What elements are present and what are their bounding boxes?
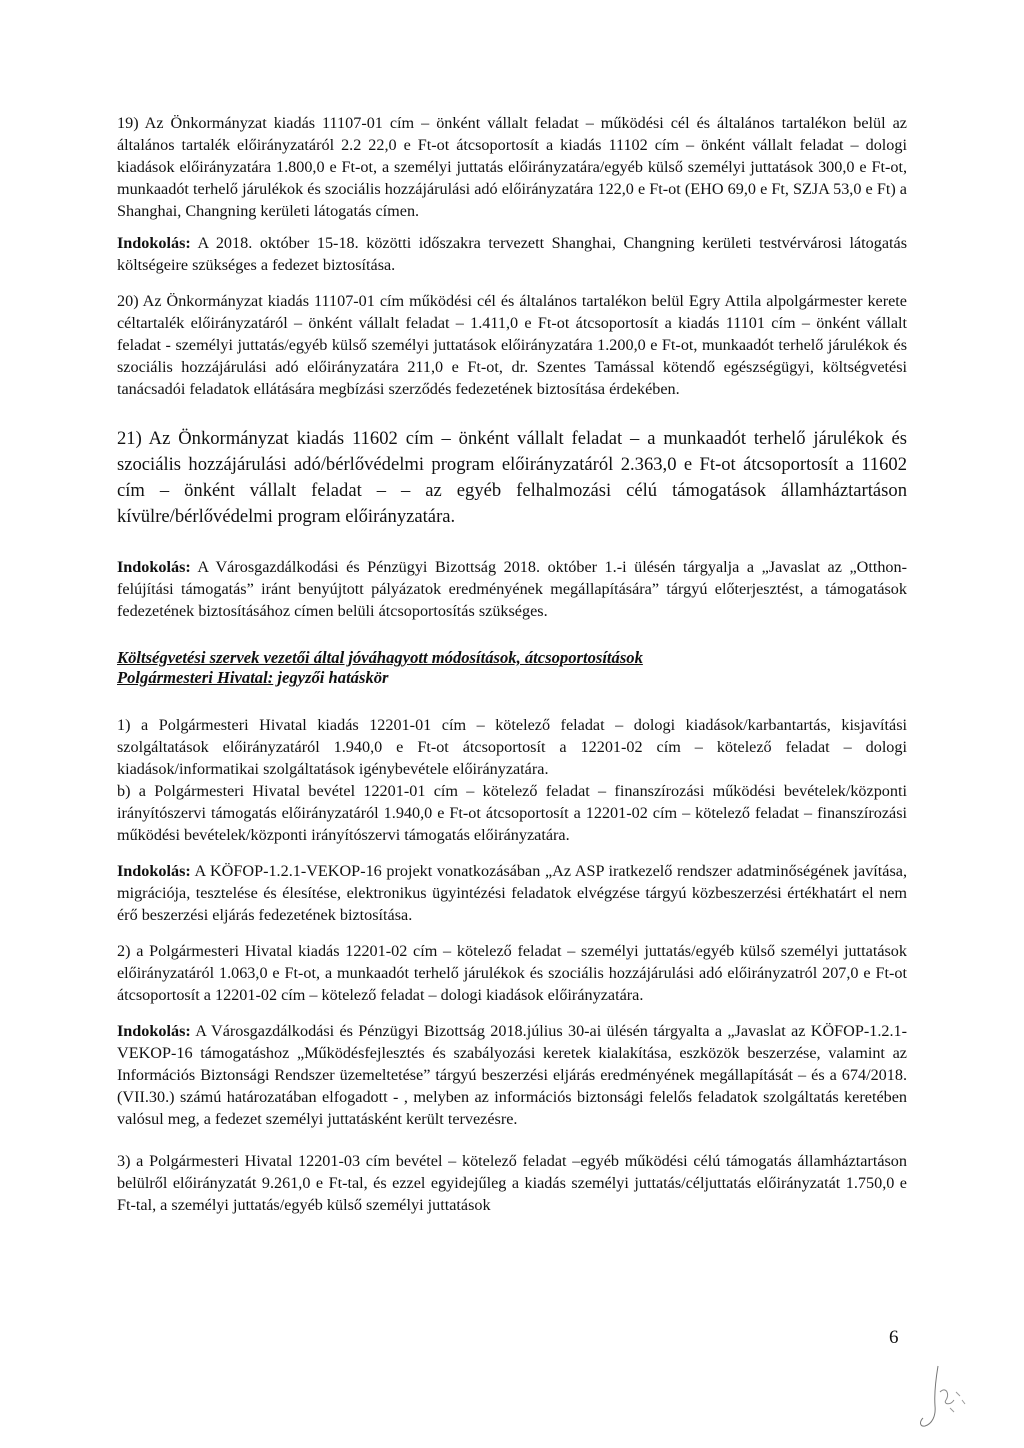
hivatal-item-1-justification <box>117 860 907 926</box>
item-21-paragraph: 21) Az Önkormányzat kiadás 11602 cím – önként vállalt feladat – a munkaadót terhelő járulékok és szociális hozzájárulási adó/bérlővédelmi program előirányzatáról 2.363,0 e Ft-ot átcsoportosít a 11602 cím – önként vállalt feladat – – az egyéb felhalmozási célú támogatások államháztartáson kívülre/bérlővédelmi program előirányzatára. <box>117 428 907 527</box>
page-number: 6 <box>889 1327 899 1348</box>
justification-label: Indokolás: <box>117 1022 191 1040</box>
item-19-paragraph: 19) Az Önkormányzat kiadás 11107-01 cím – önként vállalt feladat – működési cél és általános tartalékon belül az általános tartalék előirányzatáról 2.2 22,0 e Ft-ot átcsoportosít a kiadás 11102 cím – önként vállalt feladat – dologi kiadások előirányzatára 1.800,0 e Ft-ot, a személyi juttatás előirányzatára/egyéb külső személyi juttatások 300,0 e Ft-ot, munkaadót terhelő járulékok és szociális hozzájárulási adó előirányzatára 122,0 e Ft-ot (EHO 69,0 e Ft, SZJA 53,0 e Ft) a Shanghai, Changning kerületi látogatás címen. <box>117 114 907 220</box>
item-19-justification <box>117 232 907 276</box>
hivatal-item-1b: b) a Polgármesteri Hivatal bevétel 12201-01 cím – kötelező feladat – finanszírozási működési bevételek/központi irányítószervi támogatás előirányzatáról 1.940,0 e Ft-ot átcsoportosít a 12201-02 cím – kötelező feladat – finanszírozási működési bevételek/központi irányítószervi támogatás előirányzatára. <box>117 782 907 844</box>
item-21-justification <box>117 556 907 622</box>
document-body <box>117 112 907 1216</box>
section-heading-line-2 <box>117 668 907 688</box>
section-heading-line-1: Költségvetési szervek vezetői által jóváhagyott módosítások, átcsoportosítások <box>117 648 643 667</box>
justification-label: Indokolás: <box>117 558 191 576</box>
hivatal-item-2: 2) a Polgármesteri Hivatal kiadás 12201-02 cím – kötelező feladat – személyi juttatás/egyéb külső személyi juttatások előirányzatáról 1.063,0 e Ft-ot, a munkaadót terhelő járulékok és szociális hozzájárulási adó előirányzatról 207,0 e Ft-ot átcsoportosít a 12201-02 cím – kötelező feladat – dologi kiadások előirányzatára. <box>117 942 907 1004</box>
justification-text: A 2018. október 15-18. közötti időszakra tervezett Shanghai, Changning kerületi testvérvárosi látogatás költségeire szükséges a fedezet biztosítása. <box>117 234 907 274</box>
justification-text: A Városgazdálkodási és Pénzügyi Bizottság 2018. október 1.-i ülésén tárgyalja a „Javaslat az „Otthon-felújítási támogatás” iránt benyújtott pályázatok eredményének megállapítására” tárgyú előterjesztést, a támogatások fedezetének biztosításához címen belüli átcsoportosítás szükséges. <box>117 558 907 620</box>
signature-mark <box>910 1362 980 1432</box>
hivatal-item-1a: 1) a Polgármesteri Hivatal kiadás 12201-01 cím – kötelező feladat – dologi kiadások/karbantartás, kisjavítási szolgáltatások előirányzatáról 1.940,0 e Ft-ot átcsoportosít a 12201-02 cím – kötelező feladat – dologi kiadások/informatikai szolgáltatások igénybevétele előirányzatára. <box>117 716 907 778</box>
section-heading-office: Polgármesteri Hivatal: <box>117 668 274 687</box>
item-20-paragraph: 20) Az Önkormányzat kiadás 11107-01 cím működési cél és általános tartalékon belül Egry Attila alpolgármester kerete céltartalék előirányzatáról – önként vállalt feladat – 1.411,0 e Ft-ot átcsoportosít a kiadás 11101 cím – önként vállalt feladat - személyi juttatás/egyéb külső személyi juttatások előirányzatára 1.200,0 e Ft-ot, munkaadót terhelő járulékok és szociális hozzájárulási adó előirányzatára 211,0 e Ft-ot, dr. Szentes Tamással kötendő egészségügyi, költségvetési tanácsadói feladatok ellátására megbízási szerződés fedezetének biztosítása érdekében. <box>117 292 907 398</box>
hivatal-item-2-justification <box>117 1020 907 1130</box>
section-heading <box>117 648 907 688</box>
hivatal-item-3: 3) a Polgármesteri Hivatal 12201-03 cím bevétel – kötelező feladat –egyéb működési célú támogatás államháztartáson belülről előirányzatát 9.261,0 e Ft-tal, és ezzel egyidejűleg a kiadás személyi juttatás/céljuttatás előirányzatát 1.750,0 e Ft-tal, a személyi juttatás/egyéb külső személyi juttatások <box>117 1152 907 1214</box>
justification-label: Indokolás: <box>117 862 191 880</box>
section-heading-authority: jegyzői hatáskör <box>273 668 389 687</box>
justification-label: Indokolás: <box>117 234 191 252</box>
justification-text: A KÖFOP-1.2.1-VEKOP-16 projekt vonatkozásában „Az ASP iratkezelő rendszer adatminőségének javítása, migrációja, tesztelése és élesítése, elektronikus ügyintézési feladatok elvégzése tárgyú közbeszerzési értékhatárt el nem érő beszerzési eljárás fedezetének biztosítása. <box>117 862 907 924</box>
justification-text: A Városgazdálkodási és Pénzügyi Bizottság 2018.július 30-ai ülésén tárgyalta a „Javaslat az KÖFOP-1.2.1-VEKOP-16 támogatáshoz „Működésfejlesztés és szabályozási keretek kialakítása, eszközök beszerzése, valamint az Információs Biztonsági Rendszer üzemeltetése” tárgyú beszerzési eljárás eredményének megállapítását – és a 674/2018. (VII.30.) számú határozatában elfogadott - , melyben az információs biztonsági felelős feladatok szolgáltatás keretében valósul meg, a fedezet személyi juttatásként került tervezésre. <box>117 1022 907 1128</box>
